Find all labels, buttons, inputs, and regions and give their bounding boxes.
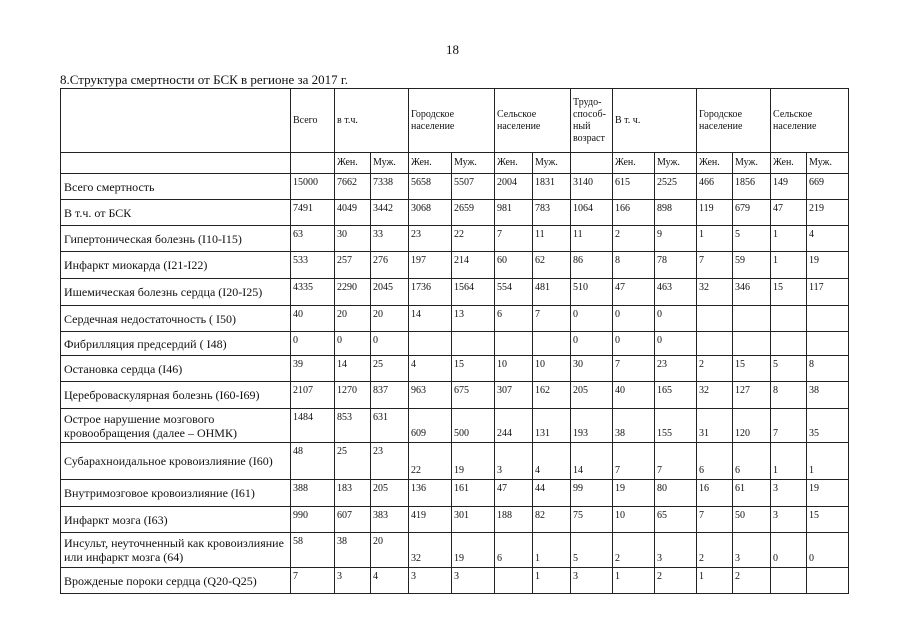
table-cell: 2	[613, 226, 655, 252]
table-cell: 2	[613, 533, 655, 568]
table-cell: 32	[697, 382, 733, 409]
table-cell: 276	[371, 252, 409, 279]
table-cell: 14	[335, 356, 371, 382]
row-label: В т.ч. от БСК	[61, 200, 291, 226]
table-cell: 162	[533, 382, 571, 409]
table-cell: 6	[733, 443, 771, 480]
row-label: Острое нарушение мозгового кровообращения (далее – ОНМК)	[61, 409, 291, 443]
table-row	[61, 409, 849, 443]
table-cell	[409, 332, 452, 356]
table-cell: 19	[807, 480, 849, 507]
table-cell: 2525	[655, 174, 697, 200]
table-row	[61, 356, 849, 382]
table-cell: 2	[697, 356, 733, 382]
table-cell: 510	[571, 279, 613, 306]
row-label: Остановка сердца (I46)	[61, 356, 291, 382]
table-cell: 47	[613, 279, 655, 306]
table-row	[61, 443, 849, 480]
table-title: 8.Структура смертности от БСК в регионе за 2017 г.	[60, 72, 348, 87]
table-cell	[771, 332, 807, 356]
table-cell: 8	[807, 356, 849, 382]
table-row	[61, 382, 849, 409]
table-cell: 13	[452, 306, 495, 332]
table-cell: 1	[697, 226, 733, 252]
table-cell: 0	[655, 306, 697, 332]
table-row	[61, 252, 849, 279]
table-row	[61, 332, 849, 356]
table-row	[61, 279, 849, 306]
header-row-main	[61, 89, 849, 153]
table-cell: 963	[409, 382, 452, 409]
table-cell: 7	[533, 306, 571, 332]
table-cell: 0	[613, 306, 655, 332]
table-cell: 15	[733, 356, 771, 382]
row-label: Внутримозговое кровоизлияние (I61)	[61, 480, 291, 507]
table-cell: 3	[571, 568, 613, 594]
header-sub-cell: Жен.	[697, 153, 733, 174]
row-label: Всего смертность	[61, 174, 291, 200]
table-cell: 7	[291, 568, 335, 594]
table-cell: 1064	[571, 200, 613, 226]
header-sub-cell: Жен.	[771, 153, 807, 174]
table-cell: 1564	[452, 279, 495, 306]
header-sub-cell: Муж.	[533, 153, 571, 174]
table-cell: 1	[771, 252, 807, 279]
table-row	[61, 200, 849, 226]
table-cell: 346	[733, 279, 771, 306]
table-cell	[771, 306, 807, 332]
table-cell: 307	[495, 382, 533, 409]
header-rural: Сельское население	[495, 89, 571, 153]
table-cell: 8	[613, 252, 655, 279]
table-cell	[495, 568, 533, 594]
table-cell: 679	[733, 200, 771, 226]
table-cell: 7491	[291, 200, 335, 226]
table-cell: 161	[452, 480, 495, 507]
table-cell: 5	[771, 356, 807, 382]
table-cell: 33	[371, 226, 409, 252]
table-cell: 61	[733, 480, 771, 507]
header-working-age: Трудо-способ-ный возраст	[571, 89, 613, 153]
table-cell: 38	[807, 382, 849, 409]
table-cell: 205	[371, 480, 409, 507]
table-cell: 25	[335, 443, 371, 480]
header-sub-cell: Муж.	[733, 153, 771, 174]
table-cell: 1484	[291, 409, 335, 443]
table-cell: 10	[613, 507, 655, 533]
table-cell: 205	[571, 382, 613, 409]
table-row	[61, 507, 849, 533]
table-cell: 50	[733, 507, 771, 533]
table-row	[61, 306, 849, 332]
table-cell: 75	[571, 507, 613, 533]
table-cell: 3442	[371, 200, 409, 226]
table-cell: 58	[291, 533, 335, 568]
table-cell: 6	[495, 306, 533, 332]
table-cell: 4335	[291, 279, 335, 306]
header-empty	[61, 89, 291, 153]
table-cell: 7	[771, 409, 807, 443]
table-cell: 1	[613, 568, 655, 594]
table-cell	[733, 306, 771, 332]
table-cell: 9	[655, 226, 697, 252]
table-cell: 14	[409, 306, 452, 332]
table-cell	[807, 306, 849, 332]
table-row	[61, 480, 849, 507]
table-cell: 131	[533, 409, 571, 443]
table-cell: 1	[771, 226, 807, 252]
table-cell: 0	[655, 332, 697, 356]
table-cell: 3	[335, 568, 371, 594]
table-cell: 301	[452, 507, 495, 533]
table-cell: 188	[495, 507, 533, 533]
table-cell: 6	[495, 533, 533, 568]
table-cell: 60	[495, 252, 533, 279]
table-cell: 8	[771, 382, 807, 409]
table-cell: 20	[371, 533, 409, 568]
header-sub-cell: Муж.	[807, 153, 849, 174]
table-cell: 615	[613, 174, 655, 200]
table-cell: 62	[533, 252, 571, 279]
table-cell: 5	[571, 533, 613, 568]
table-cell: 86	[571, 252, 613, 279]
table-cell: 853	[335, 409, 371, 443]
table-cell: 14	[571, 443, 613, 480]
table-cell: 38	[613, 409, 655, 443]
table-cell: 136	[409, 480, 452, 507]
table-cell: 466	[697, 174, 733, 200]
row-label: Цереброваскулярная болезнь (I60-I69)	[61, 382, 291, 409]
row-label: Инсульт, неуточненный как кровоизлияние или инфаркт мозга (64)	[61, 533, 291, 568]
table-cell: 898	[655, 200, 697, 226]
table-cell: 3140	[571, 174, 613, 200]
table-cell: 15	[771, 279, 807, 306]
table-cell: 10	[533, 356, 571, 382]
table-cell: 99	[571, 480, 613, 507]
table-cell: 38	[335, 533, 371, 568]
table-cell: 7	[613, 356, 655, 382]
row-label: Гипертоническая болезнь (I10-I15)	[61, 226, 291, 252]
table-cell: 127	[733, 382, 771, 409]
table-cell: 3	[733, 533, 771, 568]
table-cell: 7338	[371, 174, 409, 200]
table-cell: 463	[655, 279, 697, 306]
table-cell: 65	[655, 507, 697, 533]
table-cell: 3	[495, 443, 533, 480]
table-cell: 39	[291, 356, 335, 382]
table-cell: 82	[533, 507, 571, 533]
table-cell: 3068	[409, 200, 452, 226]
table-cell: 1	[771, 443, 807, 480]
table-cell: 22	[452, 226, 495, 252]
table-cell: 500	[452, 409, 495, 443]
table-cell: 4	[371, 568, 409, 594]
table-cell: 15	[807, 507, 849, 533]
header-including: в т.ч.	[335, 89, 409, 153]
table-cell: 80	[655, 480, 697, 507]
table-cell: 1736	[409, 279, 452, 306]
table-cell: 193	[571, 409, 613, 443]
table-cell: 1	[533, 533, 571, 568]
header-sub-cell: Муж.	[452, 153, 495, 174]
table-cell: 1	[533, 568, 571, 594]
header-sub-cell: Муж.	[371, 153, 409, 174]
table-cell: 2045	[371, 279, 409, 306]
table-cell: 7	[697, 252, 733, 279]
table-cell: 6	[697, 443, 733, 480]
table-row	[61, 568, 849, 594]
table-cell: 15000	[291, 174, 335, 200]
table-cell: 1270	[335, 382, 371, 409]
row-label: Инфаркт мозга (I63)	[61, 507, 291, 533]
table-cell: 2004	[495, 174, 533, 200]
table-cell: 11	[571, 226, 613, 252]
table-cell	[807, 568, 849, 594]
table-cell: 40	[613, 382, 655, 409]
table-cell: 5	[733, 226, 771, 252]
table-cell: 1	[697, 568, 733, 594]
table-cell: 7662	[335, 174, 371, 200]
header-sub-cell: Жен.	[613, 153, 655, 174]
table-cell: 481	[533, 279, 571, 306]
table-cell: 1856	[733, 174, 771, 200]
table-cell: 419	[409, 507, 452, 533]
table-cell: 7	[613, 443, 655, 480]
header-row-sex	[61, 153, 849, 174]
table-cell: 631	[371, 409, 409, 443]
table-cell: 155	[655, 409, 697, 443]
table-cell: 219	[807, 200, 849, 226]
table-cell: 0	[371, 332, 409, 356]
table-cell: 669	[807, 174, 849, 200]
table-cell: 30	[571, 356, 613, 382]
table-cell: 3	[771, 507, 807, 533]
row-label: Сердечная недостаточность ( I50)	[61, 306, 291, 332]
row-label: Ишемическая болезнь сердца (I20-I25)	[61, 279, 291, 306]
table-cell: 10	[495, 356, 533, 382]
header-rural-working: Сельское население	[771, 89, 849, 153]
table-cell: 165	[655, 382, 697, 409]
table-cell: 0	[571, 306, 613, 332]
table-cell: 2	[655, 568, 697, 594]
table-cell: 4	[409, 356, 452, 382]
table-cell: 16	[697, 480, 733, 507]
table-cell	[533, 332, 571, 356]
table-cell: 40	[291, 306, 335, 332]
table-cell: 2107	[291, 382, 335, 409]
table-cell: 30	[335, 226, 371, 252]
table-cell	[697, 306, 733, 332]
table-cell: 0	[807, 533, 849, 568]
header-sub-cell: Жен.	[335, 153, 371, 174]
table-cell: 4	[533, 443, 571, 480]
table-cell: 0	[291, 332, 335, 356]
table-cell: 59	[733, 252, 771, 279]
table-cell: 23	[655, 356, 697, 382]
table-cell	[452, 332, 495, 356]
table-cell: 214	[452, 252, 495, 279]
table-cell: 19	[807, 252, 849, 279]
mortality-table	[60, 88, 849, 594]
table-cell	[733, 332, 771, 356]
table-cell: 783	[533, 200, 571, 226]
table-cell: 388	[291, 480, 335, 507]
table-cell: 120	[733, 409, 771, 443]
row-label: Субарахноидальное кровоизлияние (I60)	[61, 443, 291, 480]
table-cell: 0	[571, 332, 613, 356]
table-cell: 3	[771, 480, 807, 507]
table-cell	[771, 568, 807, 594]
table-cell: 1831	[533, 174, 571, 200]
table-body	[61, 89, 849, 594]
table-cell: 0	[771, 533, 807, 568]
header-sub-cell: Жен.	[495, 153, 533, 174]
table-cell: 15	[452, 356, 495, 382]
table-cell: 607	[335, 507, 371, 533]
table-cell: 47	[495, 480, 533, 507]
table-cell: 837	[371, 382, 409, 409]
table-row	[61, 226, 849, 252]
table-row	[61, 174, 849, 200]
table-cell: 25	[371, 356, 409, 382]
header-sub-cell: Муж.	[655, 153, 697, 174]
table-cell: 554	[495, 279, 533, 306]
header-sub-cell	[571, 153, 613, 174]
table-cell: 22	[409, 443, 452, 480]
table-cell: 7	[495, 226, 533, 252]
row-label: Врожденые пороки сердца (Q20-Q25)	[61, 568, 291, 594]
table-cell: 0	[335, 332, 371, 356]
table-cell: 981	[495, 200, 533, 226]
table-cell: 31	[697, 409, 733, 443]
table-cell: 7	[697, 507, 733, 533]
table-cell: 609	[409, 409, 452, 443]
table-cell: 166	[613, 200, 655, 226]
table-cell: 533	[291, 252, 335, 279]
table-cell: 149	[771, 174, 807, 200]
table-cell: 675	[452, 382, 495, 409]
table-cell: 383	[371, 507, 409, 533]
table-cell: 257	[335, 252, 371, 279]
table-cell: 4049	[335, 200, 371, 226]
table-cell: 48	[291, 443, 335, 480]
table-cell: 2290	[335, 279, 371, 306]
table-cell: 4	[807, 226, 849, 252]
table-cell: 19	[613, 480, 655, 507]
table-cell: 7	[655, 443, 697, 480]
row-label: Инфаркт миокарда (I21-I22)	[61, 252, 291, 279]
table-cell: 23	[371, 443, 409, 480]
table-cell: 2	[697, 533, 733, 568]
table-cell: 3	[409, 568, 452, 594]
table-cell: 5507	[452, 174, 495, 200]
header-sub-cell: Жен.	[409, 153, 452, 174]
table-cell: 183	[335, 480, 371, 507]
table-cell: 2659	[452, 200, 495, 226]
table-cell: 2	[733, 568, 771, 594]
table-row	[61, 533, 849, 568]
table-cell: 32	[409, 533, 452, 568]
table-cell: 20	[371, 306, 409, 332]
table-cell	[807, 332, 849, 356]
header-urban: Городское население	[409, 89, 495, 153]
table-cell: 35	[807, 409, 849, 443]
table-cell: 197	[409, 252, 452, 279]
table-cell: 0	[613, 332, 655, 356]
header-sub-cell	[61, 153, 291, 174]
table-cell: 63	[291, 226, 335, 252]
table-cell: 244	[495, 409, 533, 443]
table-cell: 5658	[409, 174, 452, 200]
header-urban-working: Городское население	[697, 89, 771, 153]
row-label: Фибрилляция предсердий ( I48)	[61, 332, 291, 356]
header-sub-cell	[291, 153, 335, 174]
table-cell: 20	[335, 306, 371, 332]
table-cell: 117	[807, 279, 849, 306]
table-cell: 44	[533, 480, 571, 507]
table-cell: 11	[533, 226, 571, 252]
table-cell: 47	[771, 200, 807, 226]
table-cell: 3	[655, 533, 697, 568]
table-cell: 1	[807, 443, 849, 480]
header-including-working: В т. ч.	[613, 89, 697, 153]
table-cell: 19	[452, 533, 495, 568]
table-cell: 119	[697, 200, 733, 226]
page-number: 18	[446, 42, 459, 57]
table-cell	[495, 332, 533, 356]
header-total: Всего	[291, 89, 335, 153]
table-cell: 19	[452, 443, 495, 480]
table-cell: 78	[655, 252, 697, 279]
table-cell: 23	[409, 226, 452, 252]
table-cell: 990	[291, 507, 335, 533]
table-cell	[697, 332, 733, 356]
table-cell: 3	[452, 568, 495, 594]
table-cell: 32	[697, 279, 733, 306]
